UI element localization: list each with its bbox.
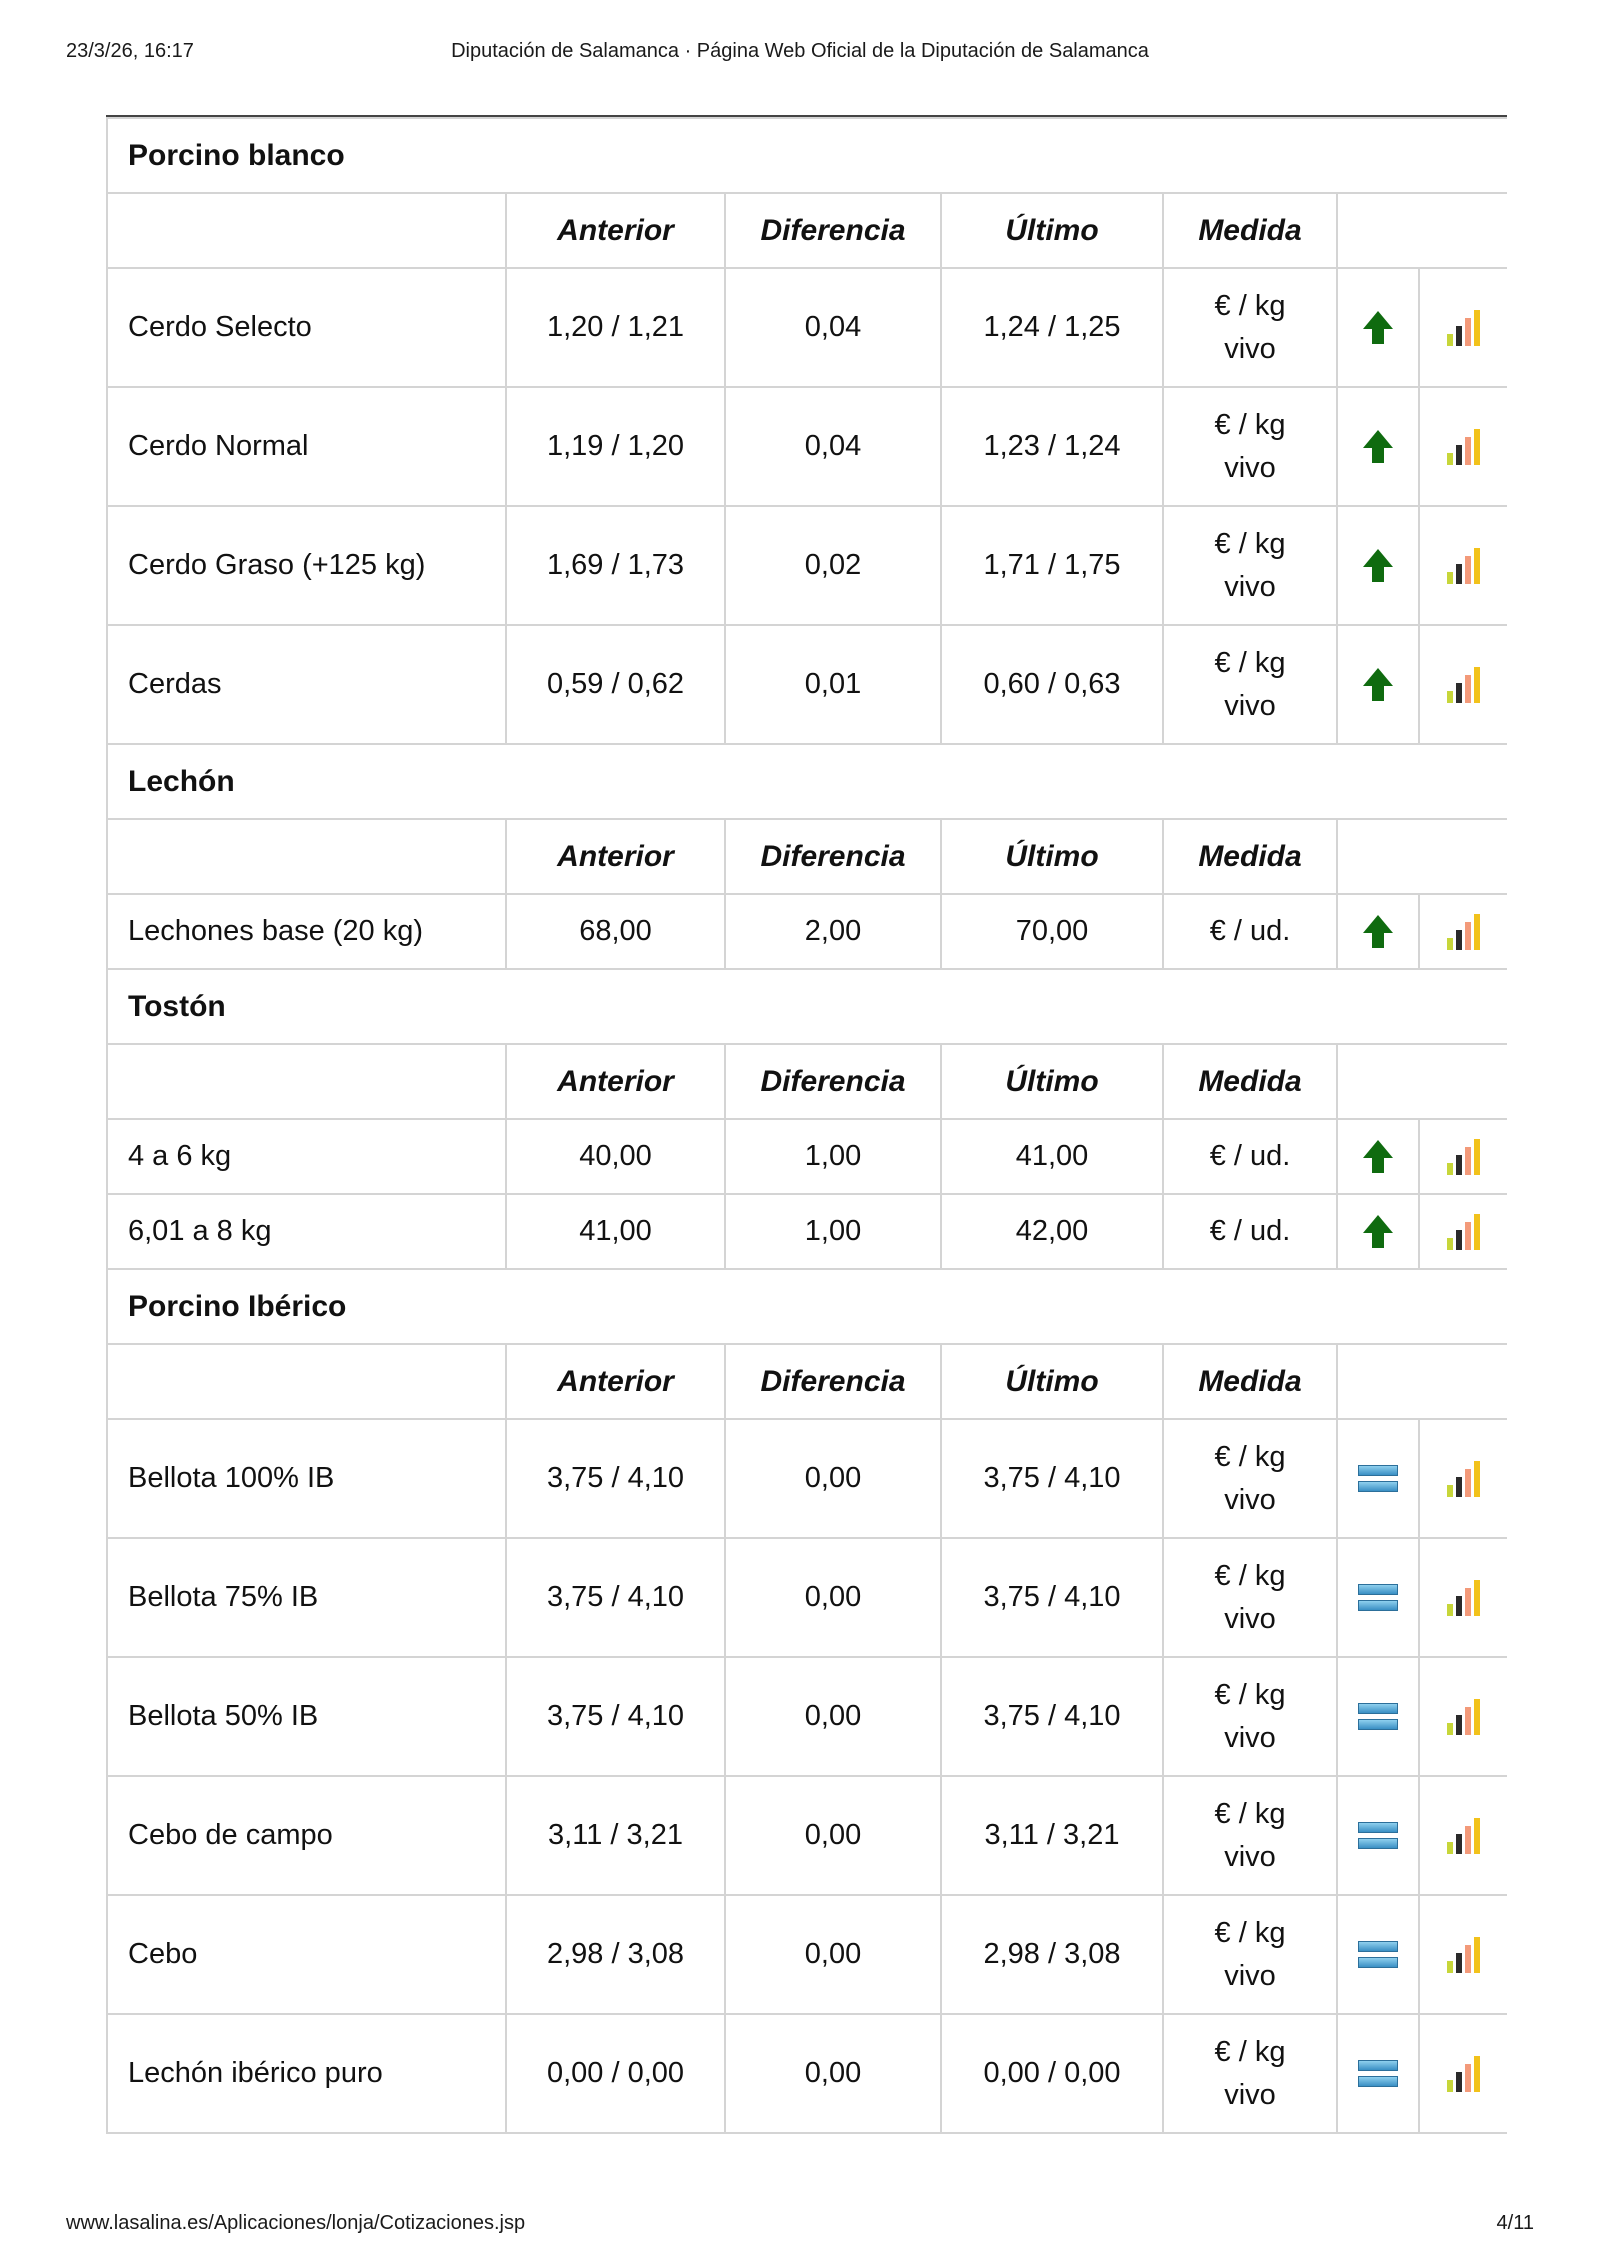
medida-qualifier: vivo [1224, 1483, 1276, 1516]
medida-qualifier: vivo [1224, 1602, 1276, 1635]
medida-qualifier: vivo [1224, 689, 1276, 722]
ultimo-value: 0,00 / 0,00 [941, 2014, 1163, 2133]
header-empty-cell [107, 819, 506, 894]
header-diferencia: Diferencia [725, 193, 941, 268]
anterior-value: 2,98 / 3,08 [506, 1895, 725, 2014]
arrow-up-icon [1363, 549, 1393, 567]
medida-unit: € / kg [1214, 1916, 1286, 1949]
header-diferencia: Diferencia [725, 1344, 941, 1419]
medida-unit: € / kg [1214, 1559, 1286, 1592]
bar-chart-icon[interactable] [1447, 1580, 1480, 1616]
group-title: Lechón [107, 744, 1507, 819]
arrow-up-icon [1363, 668, 1393, 686]
print-url: www.lasalina.es/Aplicaciones/lonja/Cotizaciones.jsp [66, 2212, 526, 2234]
medida-qualifier: vivo [1224, 451, 1276, 484]
medida-unit: € / ud. [1209, 1215, 1291, 1247]
diferencia-value: 1,00 [725, 1119, 941, 1194]
equal-icon [1358, 1584, 1398, 1612]
diferencia-value: 0,00 [725, 1657, 941, 1776]
table-row [107, 387, 1507, 506]
ultimo-value: 42,00 [941, 1194, 1163, 1269]
medida-qualifier: vivo [1224, 1840, 1276, 1873]
header-medida: Medida [1163, 1044, 1337, 1119]
medida-value [1163, 2014, 1337, 2133]
chart-link-cell[interactable] [1419, 894, 1507, 969]
medida-value [1163, 1657, 1337, 1776]
group-header-row [107, 1269, 1507, 1344]
trend-cell [1337, 1419, 1419, 1538]
group-title: Porcino blanco [107, 118, 1507, 193]
table-row [107, 506, 1507, 625]
arrow-up-icon [1363, 311, 1393, 329]
anterior-value: 3,75 / 4,10 [506, 1657, 725, 1776]
product-name: Cerdo Selecto [107, 268, 506, 387]
arrow-up-icon [1363, 1140, 1393, 1158]
table-row [107, 268, 1507, 387]
table-row [107, 1194, 1507, 1269]
header-medida: Medida [1163, 1344, 1337, 1419]
bar-chart-icon[interactable] [1447, 429, 1480, 465]
product-name: Bellota 50% IB [107, 1657, 506, 1776]
trend-cell [1337, 1776, 1419, 1895]
chart-link-cell[interactable] [1419, 1419, 1507, 1538]
bar-chart-icon[interactable] [1447, 2056, 1480, 2092]
medida-value [1163, 1895, 1337, 2014]
table-row [107, 625, 1507, 744]
diferencia-value: 0,02 [725, 506, 941, 625]
product-name: Bellota 75% IB [107, 1538, 506, 1657]
equal-icon [1358, 1465, 1398, 1493]
print-header [0, 40, 1600, 70]
bar-chart-icon[interactable] [1447, 914, 1480, 950]
header-medida: Medida [1163, 193, 1337, 268]
chart-link-cell[interactable] [1419, 268, 1507, 387]
bar-chart-icon[interactable] [1447, 667, 1480, 703]
medida-qualifier: vivo [1224, 1721, 1276, 1754]
trend-cell [1337, 2014, 1419, 2133]
header-icons-cell [1337, 819, 1507, 894]
product-name: Cebo de campo [107, 1776, 506, 1895]
header-anterior: Anterior [506, 819, 725, 894]
equal-icon [1358, 1941, 1398, 1969]
ultimo-value: 3,75 / 4,10 [941, 1419, 1163, 1538]
bar-chart-icon[interactable] [1447, 1214, 1480, 1250]
anterior-value: 1,19 / 1,20 [506, 387, 725, 506]
column-header-row [107, 1044, 1507, 1119]
header-ultimo: Último [941, 819, 1163, 894]
ultimo-value: 41,00 [941, 1119, 1163, 1194]
bar-chart-icon[interactable] [1447, 1461, 1480, 1497]
diferencia-value: 0,00 [725, 1776, 941, 1895]
chart-link-cell[interactable] [1419, 625, 1507, 744]
print-footer [0, 2212, 1600, 2242]
medida-qualifier: vivo [1224, 2078, 1276, 2111]
bar-chart-icon[interactable] [1447, 1699, 1480, 1735]
header-anterior: Anterior [506, 1044, 725, 1119]
trend-cell [1337, 387, 1419, 506]
medida-unit: € / kg [1214, 408, 1286, 441]
column-header-row [107, 819, 1507, 894]
product-name: Cerdo Graso (+125 kg) [107, 506, 506, 625]
ultimo-value: 1,24 / 1,25 [941, 268, 1163, 387]
chart-link-cell[interactable] [1419, 506, 1507, 625]
table-row [107, 1419, 1507, 1538]
bar-chart-icon[interactable] [1447, 548, 1480, 584]
product-name: Lechones base (20 kg) [107, 894, 506, 969]
header-icons-cell [1337, 1344, 1507, 1419]
ultimo-value: 1,71 / 1,75 [941, 506, 1163, 625]
bar-chart-icon[interactable] [1447, 1139, 1480, 1175]
header-icons-cell [1337, 193, 1507, 268]
medida-qualifier: vivo [1224, 570, 1276, 603]
trend-cell [1337, 625, 1419, 744]
chart-link-cell[interactable] [1419, 387, 1507, 506]
medida-value [1163, 625, 1337, 744]
medida-value [1163, 387, 1337, 506]
medida-unit: € / kg [1214, 527, 1286, 560]
diferencia-value: 0,04 [725, 387, 941, 506]
medida-value [1163, 506, 1337, 625]
medida-unit: € / kg [1214, 646, 1286, 679]
medida-unit: € / ud. [1209, 1140, 1291, 1172]
medida-value [1163, 1776, 1337, 1895]
ultimo-value: 0,60 / 0,63 [941, 625, 1163, 744]
trend-cell [1337, 268, 1419, 387]
medida-value [1163, 1119, 1337, 1194]
product-name: Cerdo Normal [107, 387, 506, 506]
ultimo-value: 70,00 [941, 894, 1163, 969]
group-title: Tostón [107, 969, 1507, 1044]
cotizaciones-table-container [106, 115, 1507, 2185]
header-empty-cell [107, 1344, 506, 1419]
table-row [107, 1776, 1507, 1895]
chart-link-cell[interactable] [1419, 2014, 1507, 2133]
header-empty-cell [107, 1044, 506, 1119]
chart-link-cell[interactable] [1419, 1657, 1507, 1776]
anterior-value: 1,20 / 1,21 [506, 268, 725, 387]
product-name: Lechón ibérico puro [107, 2014, 506, 2133]
medida-value [1163, 894, 1337, 969]
header-diferencia: Diferencia [725, 819, 941, 894]
diferencia-value: 0,00 [725, 1538, 941, 1657]
group-header-row [107, 118, 1507, 193]
trend-cell [1337, 1657, 1419, 1776]
arrow-up-icon [1363, 430, 1393, 448]
medida-unit: € / kg [1214, 2035, 1286, 2068]
medida-qualifier: vivo [1224, 1959, 1276, 1992]
header-anterior: Anterior [506, 193, 725, 268]
equal-icon [1358, 2060, 1398, 2088]
table-row [107, 1895, 1507, 2014]
anterior-value: 41,00 [506, 1194, 725, 1269]
header-ultimo: Último [941, 1044, 1163, 1119]
trend-cell [1337, 1119, 1419, 1194]
table-row [107, 2014, 1507, 2133]
diferencia-value: 1,00 [725, 1194, 941, 1269]
trend-cell [1337, 1194, 1419, 1269]
arrow-up-icon [1363, 915, 1393, 933]
diferencia-value: 0,00 [725, 1895, 941, 2014]
column-header-row [107, 1344, 1507, 1419]
medida-unit: € / kg [1214, 1678, 1286, 1711]
bar-chart-icon[interactable] [1447, 1818, 1480, 1854]
diferencia-value: 0,00 [725, 1419, 941, 1538]
ultimo-value: 1,23 / 1,24 [941, 387, 1163, 506]
trend-cell [1337, 1538, 1419, 1657]
column-header-row [107, 193, 1507, 268]
diferencia-value: 2,00 [725, 894, 941, 969]
ultimo-value: 3,75 / 4,10 [941, 1657, 1163, 1776]
arrow-up-icon [1363, 1215, 1393, 1233]
anterior-value: 3,11 / 3,21 [506, 1776, 725, 1895]
print-page-title: Diputación de Salamanca · Página Web Oficial de la Diputación de Salamanca [451, 40, 1149, 62]
table-row [107, 894, 1507, 969]
medida-unit: € / kg [1214, 1797, 1286, 1830]
print-date: 23/3/26, 16:17 [66, 40, 194, 62]
medida-value [1163, 268, 1337, 387]
ultimo-value: 3,11 / 3,21 [941, 1776, 1163, 1895]
chart-link-cell[interactable] [1419, 1194, 1507, 1269]
equal-icon [1358, 1703, 1398, 1731]
diferencia-value: 0,04 [725, 268, 941, 387]
medida-unit: € / kg [1214, 1440, 1286, 1473]
print-page-number: 4/11 [1496, 2212, 1534, 2234]
ultimo-value: 3,75 / 4,10 [941, 1538, 1163, 1657]
trend-cell [1337, 506, 1419, 625]
chart-link-cell[interactable] [1419, 1895, 1507, 2014]
medida-qualifier: vivo [1224, 332, 1276, 365]
header-icons-cell [1337, 1044, 1507, 1119]
anterior-value: 0,00 / 0,00 [506, 2014, 725, 2133]
chart-link-cell[interactable] [1419, 1119, 1507, 1194]
group-header-row [107, 744, 1507, 819]
header-diferencia: Diferencia [725, 1044, 941, 1119]
product-name: 4 a 6 kg [107, 1119, 506, 1194]
equal-icon [1358, 1822, 1398, 1850]
medida-unit: € / kg [1214, 289, 1286, 322]
header-ultimo: Último [941, 1344, 1163, 1419]
table-row [107, 1538, 1507, 1657]
trend-cell [1337, 894, 1419, 969]
table-row [107, 1657, 1507, 1776]
ultimo-value: 2,98 / 3,08 [941, 1895, 1163, 2014]
product-name: Bellota 100% IB [107, 1419, 506, 1538]
header-medida: Medida [1163, 819, 1337, 894]
anterior-value: 3,75 / 4,10 [506, 1419, 725, 1538]
bar-chart-icon[interactable] [1447, 1937, 1480, 1973]
medida-value [1163, 1194, 1337, 1269]
product-name: Cebo [107, 1895, 506, 2014]
bar-chart-icon[interactable] [1447, 310, 1480, 346]
medida-value [1163, 1538, 1337, 1657]
medida-value [1163, 1419, 1337, 1538]
table-row [107, 1119, 1507, 1194]
product-name: Cerdas [107, 625, 506, 744]
chart-link-cell[interactable] [1419, 1538, 1507, 1657]
trend-cell [1337, 1895, 1419, 2014]
anterior-value: 68,00 [506, 894, 725, 969]
anterior-value: 1,69 / 1,73 [506, 506, 725, 625]
diferencia-value: 0,00 [725, 2014, 941, 2133]
anterior-value: 0,59 / 0,62 [506, 625, 725, 744]
cotizaciones-table [106, 117, 1507, 2134]
header-anterior: Anterior [506, 1344, 725, 1419]
anterior-value: 40,00 [506, 1119, 725, 1194]
group-header-row [107, 969, 1507, 1044]
anterior-value: 3,75 / 4,10 [506, 1538, 725, 1657]
group-title: Porcino Ibérico [107, 1269, 1507, 1344]
header-ultimo: Último [941, 193, 1163, 268]
diferencia-value: 0,01 [725, 625, 941, 744]
product-name: 6,01 a 8 kg [107, 1194, 506, 1269]
chart-link-cell[interactable] [1419, 1776, 1507, 1895]
header-empty-cell [107, 193, 506, 268]
medida-unit: € / ud. [1209, 915, 1291, 947]
